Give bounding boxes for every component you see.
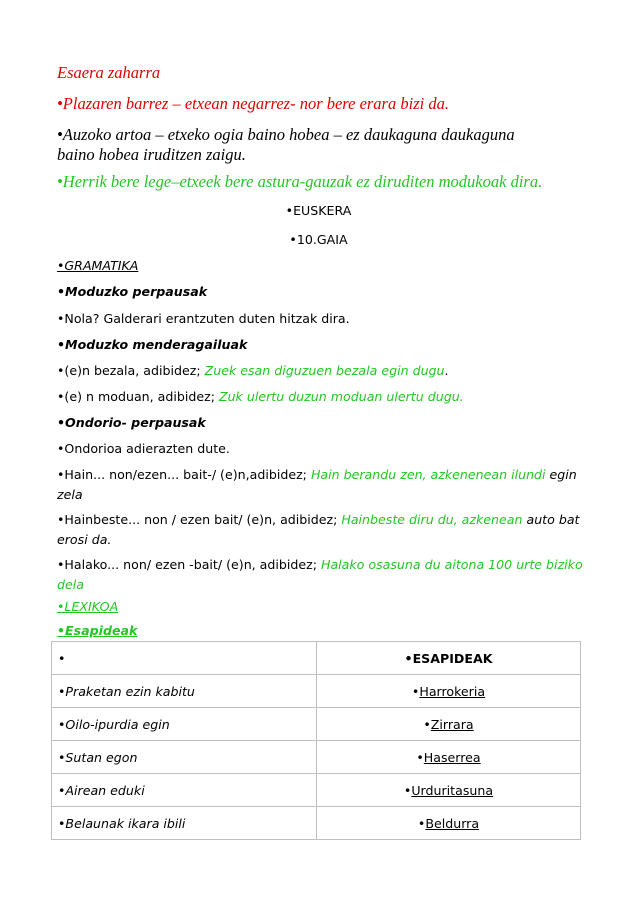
manner-description: •Nola? Galderari erantzuten duten hitzak dira. [57, 311, 350, 326]
meaning-cell [317, 675, 581, 708]
example-5 [57, 557, 583, 572]
example-1-prefix: •(e)n bezala, adibidez; [57, 363, 205, 378]
table-row [52, 774, 581, 807]
proverb-1: •Plazaren barrez – etxean negarrez- nor bere erara bizi da. [57, 94, 449, 113]
meaning-text: Beldurra [425, 815, 480, 831]
expression-cell: •Belaunak ikara ibili [52, 807, 317, 840]
expression-cell: •Sutan egon [52, 741, 317, 774]
lexicon-heading: •LEXIKOA [57, 599, 119, 614]
meaning-text: Urduritasuna [411, 782, 494, 798]
example-3 [57, 467, 577, 482]
meaning-cell [317, 774, 581, 807]
result-clauses-heading: •Ondorio- perpausak [57, 415, 206, 430]
example-4 [57, 512, 579, 527]
subordinators-heading: •Moduzko menderagailuak [57, 337, 248, 352]
table-row [52, 741, 581, 774]
expressions-table [51, 641, 581, 840]
table-header-right: •ESAPIDEAK [317, 642, 581, 675]
meaning-cell [317, 708, 581, 741]
example-3-sentence: Hain berandu zen, azkenenean ilundi [310, 467, 546, 482]
meaning-bullet: • [416, 749, 424, 765]
example-4-prefix: •Hainbeste... non / ezen bait/ (e)n, adibidez; [57, 512, 342, 527]
example-1 [57, 363, 449, 378]
example-3-continued: zela [57, 487, 83, 502]
proverb-2-line-a: •Auzoko artoa – etxeko ogia baino hobea – ez daukaguna daukaguna [57, 125, 515, 144]
example-2-prefix: •(e) n moduan, adibidez; [57, 389, 219, 404]
meaning-bullet: • [411, 683, 420, 699]
table-header-row [52, 642, 581, 675]
example-3-tail: egin [545, 467, 577, 482]
example-3-prefix: •Hain... non/ezen... bait-/ (e)n,adibidez; [57, 467, 311, 482]
table-row [52, 807, 581, 840]
meaning-text: Zirrara [430, 716, 474, 732]
subject-title: •EUSKERA [285, 203, 352, 218]
example-5-prefix: •Halako... non/ ezen -bait/ (e)n, adibidez; [57, 557, 321, 572]
example-4-continued: erosi da. [57, 532, 112, 547]
manner-clauses-heading: •Moduzko perpausak [57, 284, 208, 299]
meaning-bullet: • [423, 716, 431, 732]
meaning-cell [317, 741, 581, 774]
proverb-2-line-b: baino hobea iruditzen zaigu. [57, 145, 246, 164]
example-1-suffix: . [444, 363, 449, 378]
expressions-heading: •Esapideak [57, 623, 138, 638]
unit-title: •10.GAIA [289, 232, 348, 247]
meaning-text: Harrokeria [419, 683, 486, 699]
proverb-3: •Herrik bere lege–etxeek bere astura-gauzak ez diruditen modukoak dira. [57, 172, 543, 191]
expression-cell: •Oilo-ipurdia egin [52, 708, 317, 741]
result-description: •Ondorioa adierazten dute. [57, 441, 230, 456]
meaning-bullet: • [403, 782, 412, 798]
meaning-cell [317, 807, 581, 840]
expression-cell: •Airean eduki [52, 774, 317, 807]
expression-cell: •Praketan ezin kabitu [52, 675, 317, 708]
example-5-continued: dela [57, 577, 84, 592]
example-2-sentence: Zuk ulertu duzun moduan ulertu dugu. [218, 389, 464, 404]
example-5-sentence: Halako osasuna du aitona 100 urte biziko [320, 557, 583, 572]
example-1-sentence: Zuek esan diguzuen bezala egin dugu [204, 363, 445, 378]
proverbs-title: Esaera zaharra [57, 63, 161, 82]
meaning-bullet: • [417, 815, 426, 831]
table-row [52, 708, 581, 741]
meaning-text: Haserrea [423, 749, 481, 765]
example-2 [57, 389, 464, 404]
example-4-tail: auto bat [522, 512, 580, 527]
grammar-heading: •GRAMATIKA [57, 258, 139, 273]
table-row [52, 675, 581, 708]
table-header-left: • [52, 642, 317, 675]
example-4-sentence: Hainbeste diru du, azkenean [341, 512, 523, 527]
